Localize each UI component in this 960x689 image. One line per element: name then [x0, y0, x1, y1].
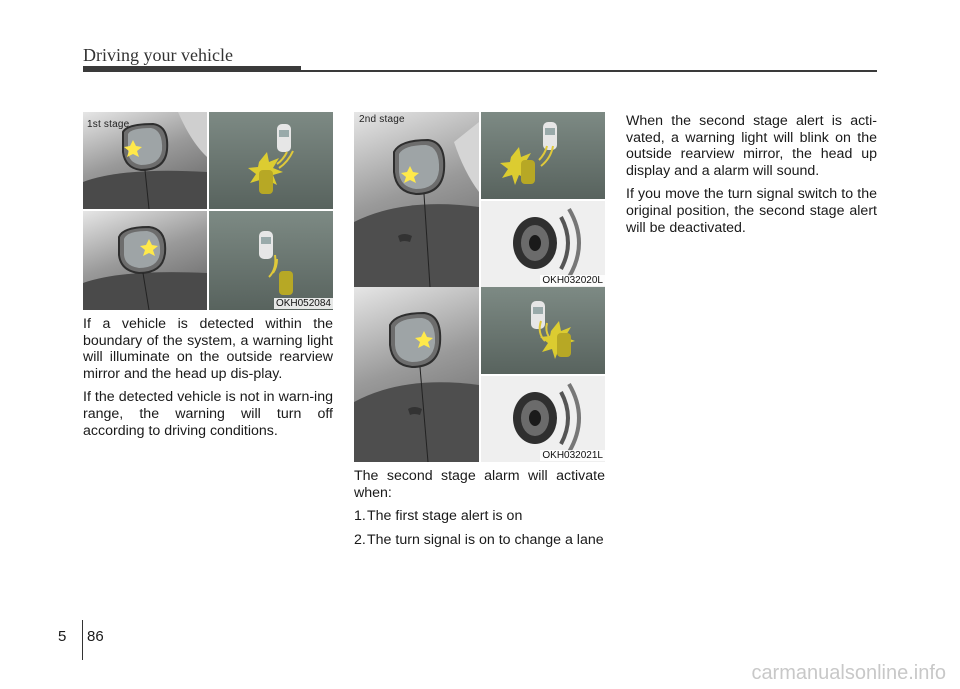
road-panel-bottom: [209, 211, 333, 310]
lane-detection-illustration: [209, 211, 333, 310]
figure-second-stage-top: [354, 112, 605, 287]
road-panel: [481, 112, 605, 199]
footer-rule: [82, 620, 83, 660]
detected-vehicle-icon: [279, 271, 293, 295]
page-header-title: Driving your vehicle: [83, 45, 233, 65]
page-number: 86: [87, 628, 104, 645]
list-item: [354, 532, 605, 549]
paragraph: The second stage alarm will activate when:: [354, 468, 605, 501]
mirror-panel: [354, 287, 479, 462]
mirror-panel: [354, 112, 479, 287]
list-number: 1.: [354, 508, 366, 525]
side-mirror-illustration: [354, 287, 479, 462]
list-number: 2.: [354, 531, 366, 548]
figure-stage-label: 1st stage: [87, 119, 130, 130]
middle-column-text: [354, 468, 605, 548]
figure-code: OKH052084: [275, 298, 331, 309]
left-column-text: [83, 316, 333, 446]
list-text: The first stage alert is on: [367, 508, 523, 525]
paragraph: If the detected vehicle is not in warn-ing range, the warning will turn off according to driving conditions.: [83, 389, 333, 439]
paragraph: If a vehicle is detected within the boundary of the system, a warning light will illuminate on the outside rearview mirror and the head up dis-play.: [83, 316, 333, 382]
figure-stage-label: 2nd stage: [359, 114, 405, 125]
list-text: The turn signal is on to change a lane: [367, 531, 604, 548]
header-rule-accent: [83, 66, 301, 72]
lane-detection-illustration: [209, 112, 333, 209]
figure-code: OKH032021L: [542, 450, 603, 461]
section-number: 5: [58, 628, 67, 645]
detected-vehicle-icon: [259, 170, 273, 194]
lane-detection-illustration: [481, 112, 605, 199]
detected-vehicle-icon: [557, 333, 571, 357]
paragraph: When the second stage alert is acti-vated, a warning light will blink on the outside rearview mirror, the head up display and a alarm will sound.: [626, 113, 877, 179]
figure-code: OKH032020L: [542, 275, 603, 286]
right-column-text: [626, 113, 877, 243]
side-mirror-illustration: [354, 112, 479, 287]
figure-second-stage-bottom: [354, 287, 605, 462]
side-mirror-illustration: [83, 211, 207, 310]
lane-detection-illustration: [481, 287, 605, 374]
road-panel: [481, 287, 605, 374]
list-item: [354, 508, 605, 525]
paragraph: If you move the turn signal switch to the original position, the second stage alert will be deactivated.: [626, 186, 877, 236]
road-panel-top: [209, 112, 333, 209]
mirror-panel-bottom: [83, 211, 207, 310]
watermark: carmanualsonline.info: [751, 662, 946, 684]
detected-vehicle-icon: [521, 160, 535, 184]
figure-first-stage: [83, 112, 333, 310]
